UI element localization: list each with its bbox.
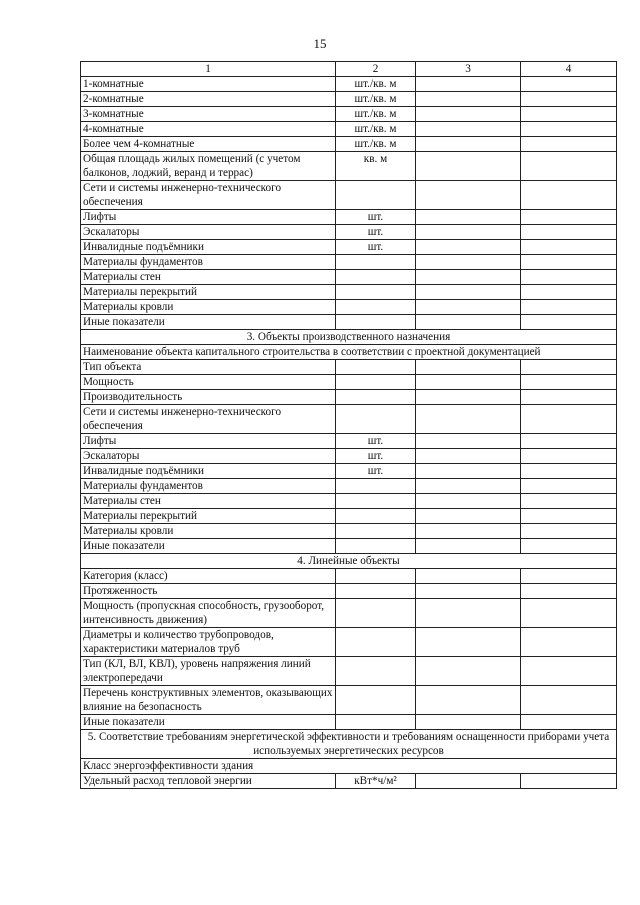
unit-cell xyxy=(336,375,416,390)
value-cell xyxy=(416,449,521,464)
unit-cell xyxy=(336,539,416,554)
value-cell xyxy=(416,494,521,509)
value-cell xyxy=(416,569,521,584)
value-cell xyxy=(521,270,617,285)
table-row xyxy=(81,494,617,509)
value-cell xyxy=(521,77,617,92)
row-label: Лифты xyxy=(81,434,336,449)
value-cell xyxy=(416,375,521,390)
value-cell xyxy=(416,686,521,715)
value-cell xyxy=(521,657,617,686)
value-cell xyxy=(521,225,617,240)
row-label: 2-комнатные xyxy=(81,92,336,107)
row-label: Класс энергоэффективности здания xyxy=(81,759,617,774)
unit-cell: кв. м xyxy=(336,152,416,181)
value-cell xyxy=(521,240,617,255)
value-cell xyxy=(416,539,521,554)
value-cell xyxy=(521,300,617,315)
row-label: Мощность (пропускная способность, грузооборот, интенсивность движения) xyxy=(81,599,336,628)
value-cell xyxy=(521,360,617,375)
row-label: Эскалаторы xyxy=(81,225,336,240)
value-cell xyxy=(416,509,521,524)
table-row xyxy=(81,360,617,375)
unit-cell xyxy=(336,584,416,599)
value-cell xyxy=(416,390,521,405)
row-label: Сети и системы инженерно-технического обеспечения xyxy=(81,181,336,210)
row-label: Категория (класс) xyxy=(81,569,336,584)
table-row xyxy=(81,181,617,210)
unit-cell xyxy=(336,181,416,210)
table-row xyxy=(81,464,617,479)
table-row xyxy=(81,584,617,599)
table-row xyxy=(81,509,617,524)
value-cell xyxy=(416,181,521,210)
value-cell xyxy=(521,315,617,330)
value-cell xyxy=(416,584,521,599)
section-title: 3. Объекты производственного назначения xyxy=(81,330,617,345)
value-cell xyxy=(521,390,617,405)
value-cell xyxy=(416,657,521,686)
row-label: Наименование объекта капитального строительства в соответствии с проектной документацией xyxy=(81,345,617,360)
column-header: 4 xyxy=(521,62,617,77)
table-row xyxy=(81,122,617,137)
row-label: Сети и системы инженерно-технического обеспечения xyxy=(81,405,336,434)
value-cell xyxy=(521,524,617,539)
value-cell xyxy=(416,434,521,449)
value-cell xyxy=(521,137,617,152)
table-row xyxy=(81,315,617,330)
value-cell xyxy=(416,360,521,375)
unit-cell: кВт*ч/м² xyxy=(336,774,416,789)
row-label: Производительность xyxy=(81,390,336,405)
row-label: Эскалаторы xyxy=(81,449,336,464)
table-row xyxy=(81,434,617,449)
table-row xyxy=(81,774,617,789)
unit-cell: шт./кв. м xyxy=(336,137,416,152)
value-cell xyxy=(416,137,521,152)
unit-cell xyxy=(336,255,416,270)
unit-cell: шт. xyxy=(336,210,416,225)
unit-cell xyxy=(336,509,416,524)
value-cell xyxy=(416,255,521,270)
table-row xyxy=(81,599,617,628)
value-cell xyxy=(416,210,521,225)
column-header: 2 xyxy=(336,62,416,77)
row-label: Материалы перекрытий xyxy=(81,509,336,524)
table-row xyxy=(81,686,617,715)
table-row xyxy=(81,240,617,255)
table-row xyxy=(81,375,617,390)
section-header-row xyxy=(81,730,617,759)
table-row xyxy=(81,270,617,285)
value-cell xyxy=(521,181,617,210)
section-header-row xyxy=(81,330,617,345)
section-title: 4. Линейные объекты xyxy=(81,554,617,569)
row-label: Материалы кровли xyxy=(81,524,336,539)
table-row xyxy=(81,405,617,434)
unit-cell xyxy=(336,686,416,715)
row-label: Инвалидные подъёмники xyxy=(81,464,336,479)
table-row xyxy=(81,479,617,494)
unit-cell: шт./кв. м xyxy=(336,92,416,107)
unit-cell xyxy=(336,569,416,584)
unit-cell: шт. xyxy=(336,240,416,255)
column-header: 3 xyxy=(416,62,521,77)
value-cell xyxy=(416,92,521,107)
table-row xyxy=(81,759,617,774)
unit-cell: шт./кв. м xyxy=(336,77,416,92)
value-cell xyxy=(521,599,617,628)
value-cell xyxy=(416,599,521,628)
unit-cell xyxy=(336,599,416,628)
row-label: Материалы кровли xyxy=(81,300,336,315)
row-label: Материалы фундаментов xyxy=(81,479,336,494)
value-cell xyxy=(416,479,521,494)
table-row xyxy=(81,225,617,240)
value-cell xyxy=(416,628,521,657)
row-label: Диаметры и количество трубопроводов, характеристики материалов труб xyxy=(81,628,336,657)
unit-cell xyxy=(336,479,416,494)
row-label: Тип объекта xyxy=(81,360,336,375)
section-title: 5. Соответствие требованиям энергетической эффективности и требованиям оснащенности приборами учета используемых энергетических ресурсов xyxy=(81,730,617,759)
row-label: Материалы перекрытий xyxy=(81,285,336,300)
value-cell xyxy=(521,255,617,270)
table-row xyxy=(81,92,617,107)
value-cell xyxy=(521,464,617,479)
unit-cell xyxy=(336,285,416,300)
unit-cell: шт. xyxy=(336,434,416,449)
table-row xyxy=(81,210,617,225)
value-cell xyxy=(521,715,617,730)
unit-cell: шт. xyxy=(336,449,416,464)
value-cell xyxy=(521,569,617,584)
value-cell xyxy=(416,300,521,315)
characteristics-table xyxy=(80,61,617,789)
value-cell xyxy=(521,628,617,657)
value-cell xyxy=(521,494,617,509)
table-row xyxy=(81,524,617,539)
table-row xyxy=(81,107,617,122)
table-row xyxy=(81,345,617,360)
table-row xyxy=(81,255,617,270)
table-row xyxy=(81,77,617,92)
unit-cell xyxy=(336,715,416,730)
table-row xyxy=(81,715,617,730)
row-label: Общая площадь жилых помещений (с учетом балконов, лоджий, веранд и террас) xyxy=(81,152,336,181)
value-cell xyxy=(521,122,617,137)
row-label: Более чем 4-комнатные xyxy=(81,137,336,152)
value-cell xyxy=(416,464,521,479)
value-cell xyxy=(521,509,617,524)
row-label: 1-комнатные xyxy=(81,77,336,92)
unit-cell: шт. xyxy=(336,464,416,479)
value-cell xyxy=(416,240,521,255)
unit-cell xyxy=(336,405,416,434)
unit-cell: шт./кв. м xyxy=(336,107,416,122)
table-row xyxy=(81,152,617,181)
value-cell xyxy=(521,152,617,181)
value-cell xyxy=(521,285,617,300)
row-label: Материалы стен xyxy=(81,270,336,285)
table-row xyxy=(81,539,617,554)
unit-cell xyxy=(336,657,416,686)
value-cell xyxy=(521,774,617,789)
value-cell xyxy=(521,449,617,464)
value-cell xyxy=(521,210,617,225)
unit-cell xyxy=(336,270,416,285)
row-label: Тип (КЛ, ВЛ, КВЛ), уровень напряжения линий электропередачи xyxy=(81,657,336,686)
unit-cell xyxy=(336,390,416,405)
value-cell xyxy=(521,92,617,107)
column-header: 1 xyxy=(81,62,336,77)
row-label: Иные показатели xyxy=(81,315,336,330)
value-cell xyxy=(416,315,521,330)
table-row xyxy=(81,449,617,464)
unit-cell xyxy=(336,315,416,330)
value-cell xyxy=(416,270,521,285)
row-label: Перечень конструктивных элементов, оказывающих влияние на безопасность xyxy=(81,686,336,715)
unit-cell xyxy=(336,628,416,657)
row-label: 3-комнатные xyxy=(81,107,336,122)
row-label: Удельный расход тепловой энергии xyxy=(81,774,336,789)
unit-cell: шт./кв. м xyxy=(336,122,416,137)
unit-cell xyxy=(336,494,416,509)
row-label: Иные показатели xyxy=(81,715,336,730)
value-cell xyxy=(521,107,617,122)
row-label: Лифты xyxy=(81,210,336,225)
value-cell xyxy=(416,107,521,122)
value-cell xyxy=(521,434,617,449)
table-row xyxy=(81,300,617,315)
value-cell xyxy=(416,715,521,730)
value-cell xyxy=(416,774,521,789)
table-header-row xyxy=(81,62,617,77)
value-cell xyxy=(521,375,617,390)
row-label: Материалы стен xyxy=(81,494,336,509)
table-row xyxy=(81,657,617,686)
unit-cell xyxy=(336,360,416,375)
value-cell xyxy=(521,479,617,494)
row-label: Иные показатели xyxy=(81,539,336,554)
row-label: Мощность xyxy=(81,375,336,390)
table-row xyxy=(81,628,617,657)
unit-cell xyxy=(336,524,416,539)
row-label: Инвалидные подъёмники xyxy=(81,240,336,255)
value-cell xyxy=(416,405,521,434)
value-cell xyxy=(521,539,617,554)
row-label: Протяженность xyxy=(81,584,336,599)
value-cell xyxy=(521,405,617,434)
table-row xyxy=(81,390,617,405)
value-cell xyxy=(416,285,521,300)
value-cell xyxy=(416,122,521,137)
row-label: Материалы фундаментов xyxy=(81,255,336,270)
unit-cell xyxy=(336,300,416,315)
unit-cell: шт. xyxy=(336,225,416,240)
value-cell xyxy=(416,77,521,92)
value-cell xyxy=(416,524,521,539)
table-row xyxy=(81,285,617,300)
value-cell xyxy=(521,686,617,715)
table-row xyxy=(81,137,617,152)
table-row xyxy=(81,569,617,584)
row-label: 4-комнатные xyxy=(81,122,336,137)
value-cell xyxy=(416,152,521,181)
page-number: 15 xyxy=(313,36,327,51)
value-cell xyxy=(416,225,521,240)
section-header-row xyxy=(81,554,617,569)
value-cell xyxy=(521,584,617,599)
